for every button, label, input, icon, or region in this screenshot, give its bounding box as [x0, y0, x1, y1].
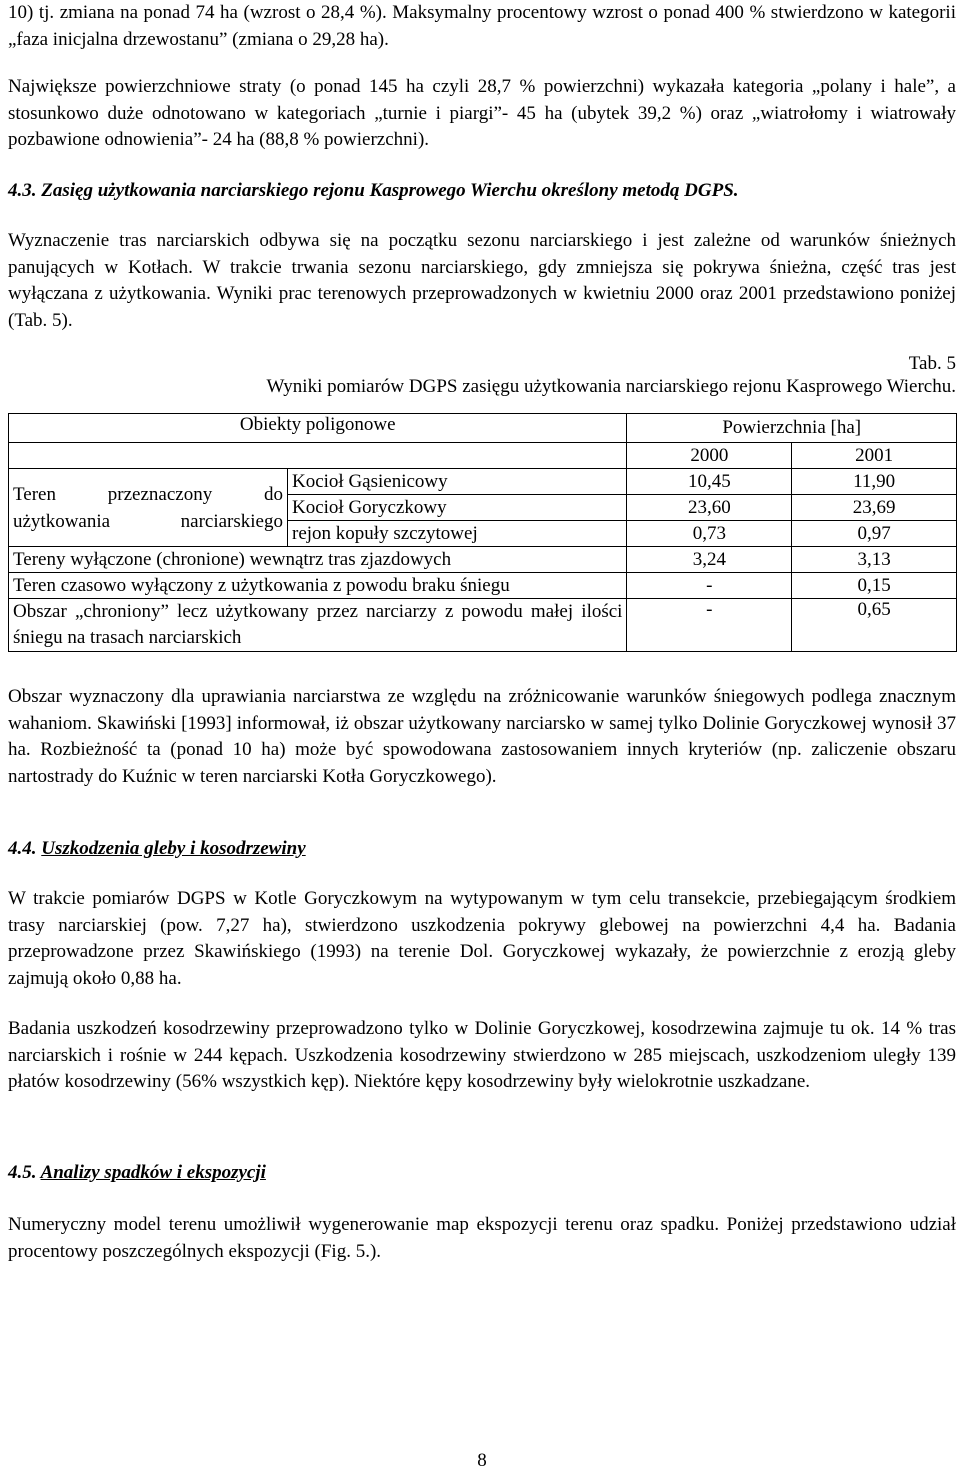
header-area: Powierzchnia [ha]: [627, 414, 957, 443]
row-value-2000: -: [627, 599, 792, 652]
section-title: Zasięg użytkowania narciarskiego rejonu Kasprowego Wierchu określony metodą DGPS.: [41, 180, 739, 201]
header-blank: [9, 443, 627, 469]
table-row: [9, 547, 957, 573]
table-year-row: [9, 443, 957, 469]
results-table: [8, 413, 957, 652]
paragraph-losses-text: Największe powierzchniowe straty (o ponad 145 ha czyli 28,7 % powierzchni) wykazała kategoria „polany i hale”, a stosunkowo duże odnotowano w kategoriach „turnie i piargi”- 45 ha (ubytek 39,2 %) oraz „wiatrołomy i wiatrowały pozbawione odnowienia”- 24 ha (88,8 % powierzchni).: [8, 76, 956, 150]
section-heading-4-5: [8, 1162, 266, 1184]
header-year-2001: 2001: [792, 443, 957, 469]
group-label-text: Teren przeznaczony do użytkowania narciarskiego: [13, 483, 283, 532]
table-label: Tab. 5: [908, 353, 956, 374]
row-value-2001: 23,69: [792, 495, 957, 521]
row-name: Teren czasowo wyłączony z użytkowania z powodu braku śniegu: [9, 573, 627, 599]
table-caption-text: Wyniki pomiarów DGPS zasięgu użytkowania narciarskiego rejonu Kasprowego Wierchu.: [266, 376, 956, 397]
paragraph-top: 10) tj. zmiana na ponad 74 ha (wzrost o 28,4 %). Maksymalny procentowy wzrost o ponad 400 % stwierdzono w kategorii „faza inicjalna drzewostanu” (zmiana o 29,28 ha).: [8, 2, 956, 50]
section-heading-4-4: [8, 838, 306, 860]
paragraph-dgps: W trakcie pomiarów DGPS w Kotle Goryczkowym na wytypowanym w tym celu transekcie, przebiegającym środkiem trasy narciarskiej (pow. 7,27 ha), stwierdzono uszkodzenia pokrywy glebowej na powierzchni 4,4 ha. Badania przeprowadzone przez Skawińskiego (1993) na terenie Dol. Goryczkowej wykazały, że powierzchnie z erozją gleby zajmują około 0,88 ha.: [8, 888, 956, 989]
row-value-2001: 0,65: [792, 599, 957, 652]
row-value-2000: 23,60: [627, 495, 792, 521]
table-caption: [267, 352, 956, 398]
table-row: [9, 599, 957, 652]
paragraph-losses: [8, 74, 956, 154]
row-name: Kocioł Gąsienicowy: [288, 469, 627, 495]
row-value-2001: 0,97: [792, 521, 957, 547]
table-row: [9, 573, 957, 599]
row-name: Obszar „chroniony” lecz użytkowany przez narciarzy z powodu małej ilości śniegu na trasach narciarskich: [9, 599, 627, 652]
row-value-2001: 11,90: [792, 469, 957, 495]
row-value-2000: -: [627, 573, 792, 599]
section-title: Uszkodzenia gleby i kosodrzewiny: [41, 838, 306, 859]
group-label: [9, 469, 288, 547]
paragraph-kosodrzewina: Badania uszkodzeń kosodrzewiny przeprowadzono tylko w Dolinie Goryczkowej, kosodrzewina zajmuje tu ok. 14 % tras narciarskich i rośnie w 244 kępach. Uszkodzenia kosodrzewiny stwierdzono w 285 miejscach, uszkodzeniom uległy 139 płatów kosodrzewiny (56% wszystkich kęp). Niektóre kępy kosodrzewiny były wielokrotnie uszkadzane.: [8, 1018, 956, 1092]
paragraph-model: Numeryczny model terenu umożliwił wygenerowanie map ekspozycji terenu oraz spadku. Poniżej przedstawiono udział procentowy poszczególnych ekspozycji (Fig. 5.).: [8, 1214, 956, 1262]
section-title: Analizy spadków i ekspozycji: [40, 1162, 266, 1183]
section-number: 4.3.: [8, 180, 37, 201]
row-value-2000: 0,73: [627, 521, 792, 547]
row-value-2001: 3,13: [792, 547, 957, 573]
paragraph-area: Obszar wyznaczony dla uprawiania narciarstwa ze względu na zróżnicowanie warunków śniegowych podlega znacznym wahaniom. Skawiński [1993] informował, iż obszar użytkowany narciarsko w samej tylko Dolinie Goryczkowej wynosił 37 ha. Rozbieżność ta (ponad 10 ha) może być spowodowana zastosowaniem innych kryteriów (np. zaliczenie obszaru nartostrady do Kuźnic w teren narciarski Kotła Goryczkowego).: [8, 686, 956, 787]
row-value-2001: 0,15: [792, 573, 957, 599]
row-name: Kocioł Goryczkowy: [288, 495, 627, 521]
row-name: rejon kopuły szczytowej: [288, 521, 627, 547]
paragraph-routes: Wyznaczenie tras narciarskich odbywa się na początku sezonu narciarskiego i jest zależne od warunków śnieżnych panujących w Kotłach. W trakcie trwania sezonu narciarskiego, gdy zmniejsza się pokrywa śnieżna, część tras jest wyłączana z użytkowania. Wyniki prac terenowych przeprowadzonych w kwietniu 2000 oraz 2001 przedstawiono poniżej (Tab. 5).: [8, 230, 956, 331]
section-number: 4.5.: [8, 1162, 37, 1183]
row-name: Tereny wyłączone (chronione) wewnątrz tras zjazdowych: [9, 547, 627, 573]
table-header-row: [9, 414, 957, 443]
header-objects: Obiekty poligonowe: [9, 414, 627, 443]
row-value-2000: 10,45: [627, 469, 792, 495]
table-row: [9, 469, 957, 495]
header-year-2000: 2000: [627, 443, 792, 469]
section-heading-4-3: [8, 180, 739, 202]
section-number: 4.4.: [8, 838, 37, 859]
page-number: 8: [477, 1450, 487, 1471]
row-value-2000: 3,24: [627, 547, 792, 573]
